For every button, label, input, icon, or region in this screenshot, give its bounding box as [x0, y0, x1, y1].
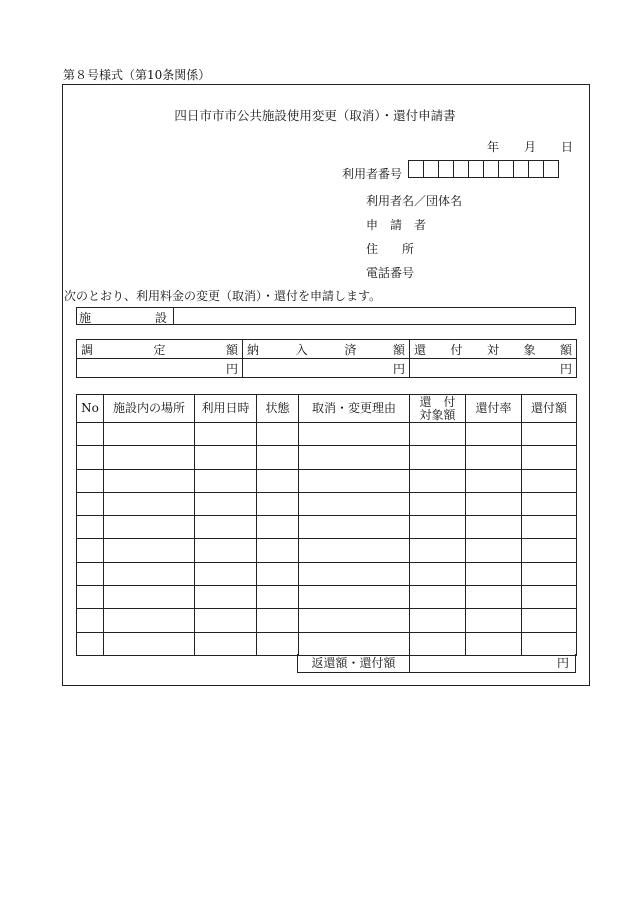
cell-location[interactable] — [104, 446, 195, 469]
assessed-amount-field[interactable]: 円 — [77, 359, 243, 378]
refund-target-amount-header: 還 付 対 象 額 — [410, 340, 577, 359]
applicant-label: 申 請 者 — [366, 218, 427, 232]
col-status-header: 状態 — [257, 395, 299, 423]
table-row — [77, 562, 577, 585]
cell-reason[interactable] — [299, 562, 410, 585]
cell-no[interactable] — [77, 469, 104, 492]
cell-datetime[interactable] — [195, 423, 257, 446]
refund-total-row — [297, 654, 576, 673]
cell-refund-rate[interactable] — [466, 492, 522, 515]
cell-status[interactable] — [257, 562, 299, 585]
cell-refund-rate[interactable] — [466, 469, 522, 492]
cell-status[interactable] — [257, 539, 299, 562]
phone-label: 電話番号 — [366, 266, 415, 280]
cell-refund-amount[interactable] — [522, 446, 577, 469]
cell-datetime[interactable] — [195, 632, 257, 655]
cell-refund-target[interactable] — [410, 492, 466, 515]
user-number-digit-box[interactable] — [528, 160, 544, 178]
cell-datetime[interactable] — [195, 539, 257, 562]
cell-datetime[interactable] — [195, 562, 257, 585]
cell-status[interactable] — [257, 492, 299, 515]
table-row — [77, 423, 577, 446]
user-number-field[interactable] — [409, 160, 559, 178]
cell-refund-target[interactable] — [410, 609, 466, 632]
cell-refund-rate[interactable] — [466, 609, 522, 632]
cell-refund-target[interactable] — [410, 632, 466, 655]
facility-label-char: 設 — [155, 311, 168, 325]
cell-refund-amount[interactable] — [522, 632, 577, 655]
user-number-digit-box[interactable] — [513, 160, 529, 178]
cell-refund-rate[interactable] — [466, 446, 522, 469]
table-row — [77, 492, 577, 515]
user-number-digit-box[interactable] — [408, 160, 424, 178]
cell-reason[interactable] — [299, 423, 410, 446]
table-row — [77, 516, 577, 539]
cell-reason[interactable] — [299, 539, 410, 562]
cell-refund-target[interactable] — [410, 562, 466, 585]
cell-refund-amount[interactable] — [522, 586, 577, 609]
paid-amount-field[interactable]: 円 — [243, 359, 410, 378]
cell-no[interactable] — [77, 609, 104, 632]
facility-label — [77, 308, 174, 324]
cell-refund-rate[interactable] — [466, 516, 522, 539]
date-day-label: 日 — [561, 140, 574, 154]
cell-datetime[interactable] — [195, 469, 257, 492]
assessed-amount-header: 調 定 額 — [77, 340, 243, 359]
cell-reason[interactable] — [299, 492, 410, 515]
cell-no[interactable] — [77, 492, 104, 515]
refund-total-label: 返還額・還付額 — [298, 654, 410, 672]
cell-status[interactable] — [257, 586, 299, 609]
col-refund-target-header: 還 付 対象額 — [410, 395, 466, 423]
col-location-header: 施設内の場所 — [104, 395, 195, 423]
user-number-digit-box[interactable] — [543, 160, 559, 178]
col-refund-rate-header: 還付率 — [466, 395, 522, 423]
facility-input[interactable] — [174, 308, 575, 324]
cell-location[interactable] — [104, 469, 195, 492]
cell-refund-rate[interactable] — [466, 539, 522, 562]
cell-reason[interactable] — [299, 586, 410, 609]
cell-location[interactable] — [104, 586, 195, 609]
cell-no[interactable] — [77, 516, 104, 539]
table-row — [77, 632, 577, 655]
address-label: 住 所 — [366, 242, 415, 256]
cell-location[interactable] — [104, 423, 195, 446]
user-number-digit-box[interactable] — [423, 160, 439, 178]
refund-target-amount-field[interactable]: 円 — [410, 359, 577, 378]
table-row — [77, 586, 577, 609]
cell-status[interactable] — [257, 423, 299, 446]
cell-refund-target[interactable] — [410, 586, 466, 609]
user-number-label: 利用者番号 — [342, 167, 403, 181]
table-row — [77, 469, 577, 492]
cell-location[interactable] — [104, 539, 195, 562]
cell-refund-amount[interactable] — [522, 516, 577, 539]
col-no-header: No — [77, 395, 104, 423]
cell-reason[interactable] — [299, 609, 410, 632]
cell-reason[interactable] — [299, 516, 410, 539]
cell-status[interactable] — [257, 446, 299, 469]
cell-refund-amount[interactable] — [522, 492, 577, 515]
cell-reason[interactable] — [299, 632, 410, 655]
cell-status[interactable] — [257, 516, 299, 539]
user-number-digit-box[interactable] — [438, 160, 454, 178]
cell-no[interactable] — [77, 423, 104, 446]
cell-location[interactable] — [104, 562, 195, 585]
table-row — [77, 609, 577, 632]
facility-label-char: 施 — [79, 311, 92, 325]
cell-location[interactable] — [104, 632, 195, 655]
refund-total-field[interactable]: 円 — [556, 656, 569, 670]
date-month-label: 月 — [524, 140, 537, 154]
table-row — [77, 539, 577, 562]
cell-no[interactable] — [77, 632, 104, 655]
cell-refund-target[interactable] — [410, 469, 466, 492]
cell-datetime[interactable] — [195, 516, 257, 539]
cell-refund-rate[interactable] — [466, 423, 522, 446]
cell-datetime[interactable] — [195, 492, 257, 515]
cell-no[interactable] — [77, 539, 104, 562]
date-year-label: 年 — [487, 140, 500, 154]
cell-refund-rate[interactable] — [466, 586, 522, 609]
fee-table — [76, 339, 577, 378]
cell-refund-target[interactable] — [410, 446, 466, 469]
user-name-label: 利用者名／団体名 — [366, 194, 463, 208]
cell-status[interactable] — [257, 469, 299, 492]
cell-no[interactable] — [77, 446, 104, 469]
user-number-digit-box[interactable] — [498, 160, 514, 178]
user-number-digit-box[interactable] — [483, 160, 499, 178]
user-number-digit-box[interactable] — [453, 160, 469, 178]
col-reason-header: 取消・変更理由 — [299, 395, 410, 423]
cell-reason[interactable] — [299, 446, 410, 469]
cell-refund-target[interactable] — [410, 516, 466, 539]
col-refund-amount-header: 還付額 — [522, 395, 577, 423]
cell-datetime[interactable] — [195, 446, 257, 469]
cell-datetime[interactable] — [195, 586, 257, 609]
user-number-digit-box[interactable] — [468, 160, 484, 178]
detail-table-body — [77, 423, 577, 656]
facility-row — [76, 307, 576, 325]
table-row — [77, 446, 577, 469]
cell-refund-amount[interactable] — [522, 423, 577, 446]
cell-location[interactable] — [104, 492, 195, 515]
cell-refund-amount[interactable] — [522, 609, 577, 632]
cell-refund-amount[interactable] — [522, 539, 577, 562]
cell-reason[interactable] — [299, 469, 410, 492]
cell-no[interactable] — [77, 586, 104, 609]
cell-refund-amount[interactable] — [522, 562, 577, 585]
cell-location[interactable] — [104, 516, 195, 539]
cell-no[interactable] — [77, 562, 104, 585]
cell-status[interactable] — [257, 609, 299, 632]
cell-refund-target[interactable] — [410, 539, 466, 562]
cell-refund-rate[interactable] — [466, 562, 522, 585]
page-title: 四日市市市公共施設使用変更（取消）・還付申請書 — [174, 108, 456, 123]
detail-table — [76, 394, 577, 656]
cell-refund-rate[interactable] — [466, 632, 522, 655]
cell-refund-amount[interactable] — [522, 469, 577, 492]
paid-amount-header: 納 入 済 額 — [243, 340, 410, 359]
cell-refund-target[interactable] — [410, 423, 466, 446]
cell-datetime[interactable] — [195, 609, 257, 632]
application-statement: 次のとおり、利用料金の変更（取消）・還付を申請します。 — [64, 289, 382, 303]
col-datetime-header: 利用日時 — [195, 395, 257, 423]
form-number: 第８号様式（第10条関係） — [63, 68, 211, 82]
cell-status[interactable] — [257, 632, 299, 655]
cell-location[interactable] — [104, 609, 195, 632]
